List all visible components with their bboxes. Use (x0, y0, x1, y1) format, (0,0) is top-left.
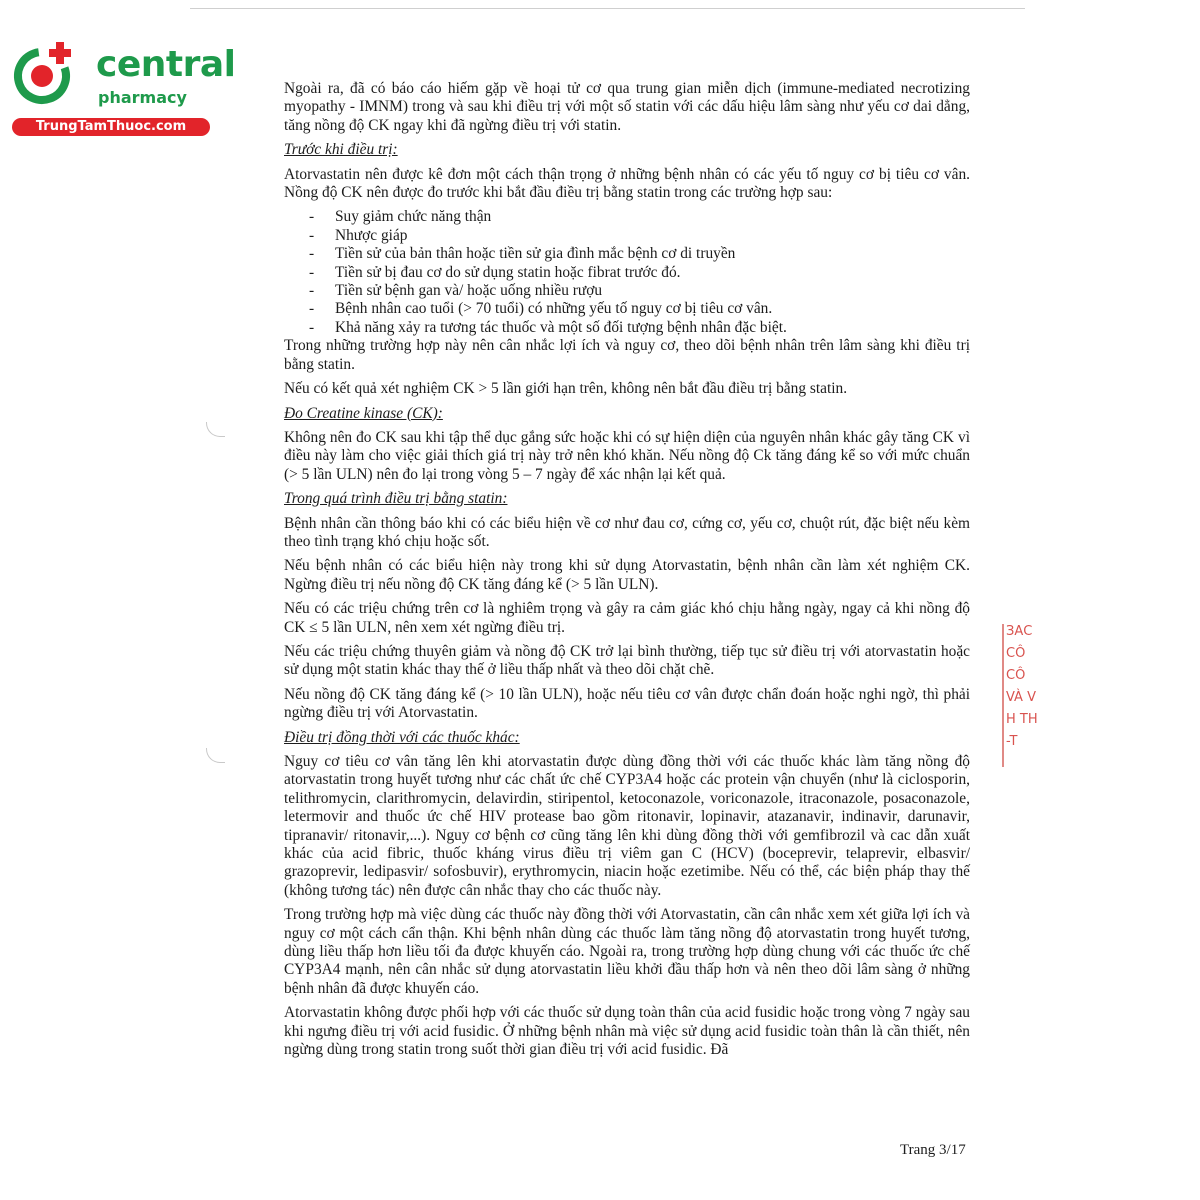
pharmacy-cross-icon (12, 40, 78, 106)
paragraph: Nếu bệnh nhân có các biểu hiện này trong khi sử dụng Atorvastatin, bệnh nhân cần làm xét nghiệm CK. Ngừng điều trị nếu nồng độ CK tăng đáng kể (> 5 lần ULN). (284, 557, 970, 593)
list-item: - Tiền sử bệnh gan và/ hoặc uống nhiều rượu (309, 282, 970, 300)
paragraph: Trong những trường hợp này nên cân nhắc lợi ích và nguy cơ, theo dõi bệnh nhân trên lâm sàng khi điều trị bằng statin. (284, 337, 970, 373)
stamp-text: H TH (1006, 712, 1038, 727)
stamp-text: VÀ V (1006, 690, 1036, 705)
section-heading: Trong quá trình điều trị bằng statin: (284, 490, 508, 508)
document-body (284, 80, 970, 1066)
paragraph: Nếu có các triệu chứng trên cơ là nghiêm trọng và gây ra cảm giác khó chịu hằng ngày, ngay cả khi nồng độ CK ≤ 5 lần ULN, nên xem xét ngừng điều trị. (284, 600, 970, 636)
paragraph: Nguy cơ tiêu cơ vân tăng lên khi atorvastatin được dùng đồng thời với các thuốc khác làm tăng nồng độ atorvastatin trong huyết tương như các chất ức chế CYP3A4 hoặc các protein vận chuyển (như là ciclosporin, telithromycin, clarithromycin, delavirdin, stiripentol, ketoconazole, voriconazole, itraconazole, posaconazole, letermovir and thuốc ức chế HIV protease bao gồm ritonavir, lopinavir, atazanavir, indinavir, darunavir, tipranavir/ ritonavir,...). Nguy cơ bệnh cơ cũng tăng lên khi dùng đồng thời với gemfibrozil và cac dẫn xuất khác của acid fibric, thuốc kháng virus điều trị viêm gan C (HCV) (boceprevir, telaprevir, elbasvir/ grazoprevir, ledipasvir/ sofosbuvir), erythromycin, niacin hoặc ezetimibe. Nếu có thể, các biện pháp thay thế (không tương tác) nên được cân nhắc thay cho các thuốc này. (284, 753, 970, 899)
logo-subtitle: pharmacy (98, 88, 187, 107)
list-item: - Bệnh nhân cao tuổi (> 70 tuổi) có những yếu tố nguy cơ bị tiêu cơ vân. (309, 300, 970, 318)
top-rule (190, 8, 1025, 9)
paragraph: Nếu nồng độ CK tăng đáng kể (> 10 lần ULN), hoặc nếu tiêu cơ vân được chẩn đoán hoặc nghi ngờ, thì phải ngừng điều trị với Atorvastatin. (284, 685, 970, 722)
paragraph: Bệnh nhân cần thông báo khi có các biểu hiện về cơ như đau cơ, cứng cơ, yếu cơ, chuột rút, đặc biệt nếu kèm theo tình trạng khó chịu hoặc sốt. (284, 514, 970, 550)
punch-hole-mark (206, 748, 225, 763)
punch-hole-mark (206, 422, 225, 437)
list-item: - Nhược giáp (309, 227, 970, 245)
page-number: Trang 3/17 (900, 1142, 966, 1158)
section-heading: Trước khi điều trị: (284, 141, 398, 159)
stamp-text: ЗАС (1006, 624, 1033, 639)
paragraph: Không nên đo CK sau khi tập thể dục gắng sức hoặc khi có sự hiện diện của nguyên nhân khác gây tăng CK vì điều này làm cho việc giải thích giá trị này trở nên khó khăn. Nếu nồng độ Ck tăng đáng kể so với mức chuẩn (> 5 lần ULN) nên đo lại trong vòng 5 – 7 ngày để xác nhận lại kết quả. (284, 428, 970, 483)
section-heading: Điều trị đồng thời với các thuốc khác: (284, 728, 520, 746)
paragraph: Nếu các triệu chứng thuyên giảm và nồng độ CK trở lại bình thường, tiếp tục sử điều trị với atorvastatin hoặc sử dụng một statin khác thay thế ở liều thấp nhất và theo dõi chặt chẽ. (284, 642, 970, 679)
list-item: - Suy giảm chức năng thận (309, 208, 970, 226)
paragraph: Atorvastatin không được phối hợp với các thuốc sử dụng toàn thân của acid fusidic hoặc trong vòng 7 ngày sau khi ngưng điều trị với acid fusidic. Ở những bệnh nhân mà việc sử dụng acid fusidic toàn thân là cần thiết, nên ngừng dùng trong statin trong suốt thời gian điều trị với acid fusidic. Đã (284, 1004, 970, 1059)
list-item: - Tiền sử của bản thân hoặc tiền sử gia đình mắc bệnh cơ di truyền (309, 245, 970, 263)
stamp-text: CÔ (1006, 668, 1026, 683)
paragraph: Ngoài ra, đã có báo cáo hiếm gặp về hoại tử cơ qua trung gian miễn dịch (immune-mediated necrotizing myopathy - IMNM) trong và sau khi điều trị với một số statin với các dấu hiệu lâm sàng như yếu cơ dai dẳng, tăng nồng độ CK ngay khi đã ngừng điều trị với statin. (284, 80, 970, 134)
red-stamp-fragment (1002, 624, 1038, 769)
central-pharmacy-logo (10, 38, 236, 138)
paragraph: Nếu có kết quả xét nghiệm CK > 5 lần giới hạn trên, không nên bắt đầu điều trị bằng statin. (284, 380, 848, 398)
list-item: - Tiền sử bị đau cơ do sử dụng statin hoặc fibrat trước đó. (309, 264, 970, 282)
stamp-edge (1002, 624, 1038, 767)
stamp-text: CÔ (1006, 646, 1026, 661)
stamp-text: -T (1006, 734, 1018, 749)
paragraph: Trong trường hợp mà việc dùng các thuốc này đồng thời với Atorvastatin, cần cân nhắc xem xét giữa lợi ích và nguy cơ một cách cẩn thận. Khi bệnh nhân dùng các thuốc làm tăng nồng độ atorvastatin trong huyết tương, dùng liều thấp hơn liều tối đa được khuyến cáo. Ngoài ra, trong trường hợp dùng chung với các thuốc ức chế CYP3A4 mạnh, nên cân nhắc sử dụng atorvastatin liều khởi đầu thấp hơn và nên theo dõi lâm sàng ở những bệnh nhân đã được khuyến cáo. (284, 906, 970, 997)
logo-name: central (96, 44, 236, 85)
section-heading: Đo Creatine kinase (CK): (284, 404, 443, 422)
paragraph: Atorvastatin nên được kê đơn một cách thận trọng ở những bệnh nhân có các yếu tố nguy cơ bị tiêu cơ vân. Nồng độ CK nên được đo trước khi bắt đầu điều trị bằng statin trong các trường hợp sau: (284, 165, 970, 202)
bullet-list (309, 208, 970, 337)
list-item: - Khả năng xảy ra tương tác thuốc và một số đối tượng bệnh nhân đặc biệt. (309, 319, 970, 337)
logo-url-bar: TrungTamThuoc.com (12, 118, 210, 136)
